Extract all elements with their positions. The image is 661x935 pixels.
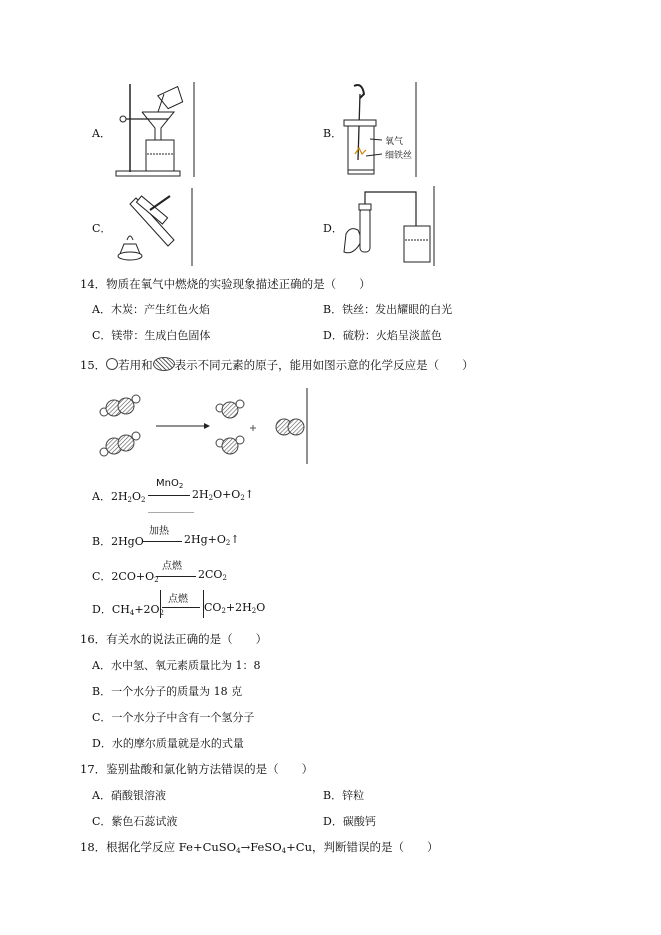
q15-number: 15． bbox=[80, 358, 107, 372]
q15-d-rhs2: +2H bbox=[225, 601, 252, 614]
sub: 4 bbox=[236, 847, 241, 855]
q15-a-lhs2: O bbox=[132, 490, 142, 503]
q18-post: +Cu，判断错误的是（ ） bbox=[286, 840, 439, 854]
q15-a-rhs-text: 2H bbox=[192, 488, 209, 501]
q17-option-b: B．锌粒 bbox=[323, 789, 365, 802]
q15-d-condition: 点燃 bbox=[168, 594, 188, 605]
sub: 2 bbox=[222, 574, 227, 582]
q15-stem-mid: 若用和 bbox=[118, 358, 153, 372]
q16-option-d: D．水的摩尔质量就是水的式量 bbox=[92, 737, 244, 750]
sub: 2 bbox=[240, 494, 245, 502]
q16-option-a: A．水中氢、氧元素质量比为 1：8 bbox=[92, 659, 261, 672]
q15-stem-tail: 表示不同元素的原子，能用如图示意的化学反应是（ ） bbox=[174, 358, 474, 372]
hatched-atom-icon bbox=[153, 357, 175, 371]
q15-b-rhs-text: 2Hg+O bbox=[184, 533, 226, 546]
q15-d-rhs bbox=[204, 601, 265, 614]
question-18-stem bbox=[80, 839, 438, 855]
sub: 2 bbox=[178, 482, 184, 490]
q15-option-b bbox=[92, 533, 144, 549]
q15-d-rhs3: O bbox=[256, 601, 266, 614]
sub: 2 bbox=[225, 539, 231, 547]
q15-a-condition bbox=[156, 478, 183, 489]
question-14-stem: 14．物质在氧气中燃烧的实验现象描述正确的是（ ） bbox=[80, 277, 371, 291]
gas-arrow-icon: ↑ bbox=[244, 488, 255, 501]
option-c-label: C． bbox=[92, 222, 112, 235]
q14-option-b: B．铁丝：发出耀眼的白光 bbox=[323, 303, 453, 316]
q15-c-lhs: 2CO+O bbox=[111, 570, 155, 583]
q15-b-condition: 加热 bbox=[149, 526, 169, 537]
q15-option-d bbox=[92, 601, 164, 617]
q15-d-label: D． bbox=[92, 603, 112, 616]
q15-option-c bbox=[92, 568, 159, 584]
q15-a-rhs2: O+O bbox=[213, 488, 241, 501]
q15-a-lhs: 2H bbox=[110, 490, 128, 503]
label-iron-wire: 细铁丝 bbox=[385, 151, 413, 161]
q17-option-d: D．碳酸钙 bbox=[323, 815, 376, 828]
label-oxygen: 氧气 bbox=[385, 137, 404, 147]
q14-option-c: C．镁带：生成白色固体 bbox=[92, 329, 211, 342]
q15-c-equals-bar bbox=[156, 576, 196, 577]
q16-option-b: B．一个水分子的质量为 18 克 bbox=[92, 685, 243, 698]
q15-b-lhs: 2HgO bbox=[111, 535, 144, 548]
q15-d-equals-bar bbox=[162, 607, 200, 608]
q18-pre: 18．根据化学反应 Fe+CuSO bbox=[80, 840, 237, 854]
gas-arrow-icon: ↑ bbox=[230, 533, 240, 546]
q15-c-rhs bbox=[198, 568, 227, 581]
option-b-label: B． bbox=[323, 127, 343, 140]
q15-d-rhs-text: CO bbox=[204, 601, 222, 614]
q15-a-rhs bbox=[192, 488, 254, 501]
q15-a-label: A． bbox=[92, 490, 111, 503]
sub: 2 bbox=[208, 494, 214, 502]
option-d-label: D． bbox=[323, 222, 343, 235]
q15-c-condition: 点燃 bbox=[162, 561, 182, 572]
q15-a-equals-bar bbox=[148, 495, 190, 496]
q15-d-lhs2: +2O bbox=[134, 603, 160, 616]
q15-d-lhs: CH bbox=[111, 603, 130, 616]
q17-option-c: C．紫色石蕊试液 bbox=[92, 815, 178, 828]
sub: 2 bbox=[159, 609, 165, 617]
question-15-stem bbox=[80, 357, 474, 373]
q14-option-a: A．木炭：产生红色火焰 bbox=[92, 303, 210, 316]
q16-option-c: C．一个水分子中含有一个氢分子 bbox=[92, 711, 255, 724]
q15-a-underline bbox=[148, 512, 194, 513]
sub: 4 bbox=[129, 609, 135, 617]
q15-option-a bbox=[92, 488, 146, 504]
white-atom-icon bbox=[106, 358, 118, 370]
sub: 2 bbox=[154, 576, 159, 584]
sub: 2 bbox=[141, 496, 146, 504]
sub: 4 bbox=[281, 847, 287, 855]
sub: 2 bbox=[251, 607, 257, 615]
q15-b-rhs bbox=[184, 533, 240, 546]
option-a-label: A． bbox=[92, 127, 111, 140]
q18-mid: →FeSO bbox=[240, 840, 282, 854]
question-16-stem: 16．有关水的说法正确的是（ ） bbox=[80, 632, 268, 646]
q15-d-condition-box bbox=[160, 590, 204, 618]
q15-c-rhs-text: 2CO bbox=[198, 568, 223, 581]
q17-option-a: A．硝酸银溶液 bbox=[92, 789, 166, 802]
q15-b-label: B． bbox=[92, 535, 112, 548]
sub: 2 bbox=[127, 496, 133, 504]
q15-c-label: C． bbox=[92, 570, 112, 583]
catalyst-text: MnO bbox=[156, 478, 179, 489]
sub: 2 bbox=[221, 607, 226, 615]
q14-option-d: D．硫粉：火焰呈淡蓝色 bbox=[323, 329, 442, 342]
q15-b-equals-bar bbox=[142, 541, 182, 542]
question-17-stem: 17．鉴别盐酸和氯化钠方法错误的是（ ） bbox=[80, 762, 314, 776]
